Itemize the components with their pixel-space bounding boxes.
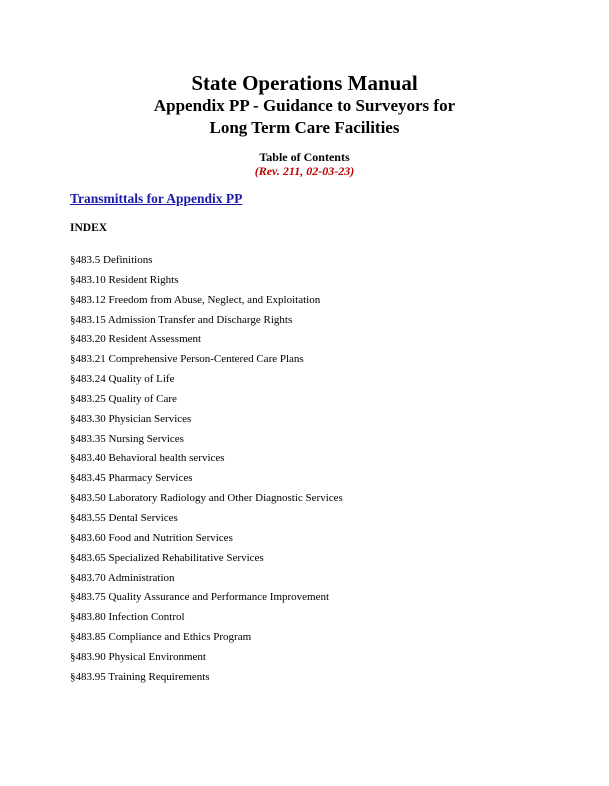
index-item-compliance-ethics: §483.85 Compliance and Ethics Program [70,631,252,644]
index-item-food-nutrition: §483.60 Food and Nutrition Services [70,531,233,544]
index-item-training-requirements: §483.95 Training Requirements [70,670,210,683]
index-item-physical-environment: §483.90 Physical Environment [70,650,206,663]
index-item-care-plans: §483.21 Comprehensive Person-Centered Care Plans [70,353,304,366]
index-item-quality-of-life: §483.24 Quality of Life [70,373,175,386]
index-item-qapi: §483.75 Quality Assurance and Performance Improvement [70,591,330,604]
index-item-admission-transfer: §483.15 Admission Transfer and Discharge Rights [70,313,293,326]
index-heading: INDEX [70,222,108,234]
index-item-laboratory-radiology: §483.50 Laboratory Radiology and Other Diagnostic Services [70,492,343,505]
index-item-infection-control: §483.80 Infection Control [70,611,185,624]
document-title: State Operations Manual [191,71,418,95]
index-item-resident-assessment: §483.20 Resident Assessment [70,333,202,346]
index-item-rehabilitative-services: §483.65 Specialized Rehabilitative Services [70,551,264,564]
transmittals-link[interactable]: Transmittals for Appendix PP [70,191,243,206]
index-list [70,251,343,688]
index-item-physician-services: §483.30 Physician Services [70,412,192,425]
document-subtitle-line1: Appendix PP - Guidance to Surveyors for [153,96,456,115]
document-subtitle-line2: Long Term Care Facilities [209,118,400,137]
revision-label: (Rev. 211, 02-03-23) [254,164,355,178]
index-item-dental-services: §483.55 Dental Services [70,511,178,524]
index-item-freedom-from-abuse: §483.12 Freedom from Abuse, Neglect, and Exploitation [70,293,321,306]
index-item-administration: §483.70 Administration [70,571,175,584]
index-item-definitions: §483.5 Definitions [70,254,153,266]
index-item-nursing-services: §483.35 Nursing Services [70,432,184,445]
toc-heading: Table of Contents [259,150,350,164]
index-item-quality-of-care: §483.25 Quality of Care [70,392,177,405]
index-item-resident-rights: §483.10 Resident Rights [70,273,179,286]
index-item-behavioral-health: §483.40 Behavioral health services [70,452,225,465]
index-item-pharmacy-services: §483.45 Pharmacy Services [70,472,193,485]
